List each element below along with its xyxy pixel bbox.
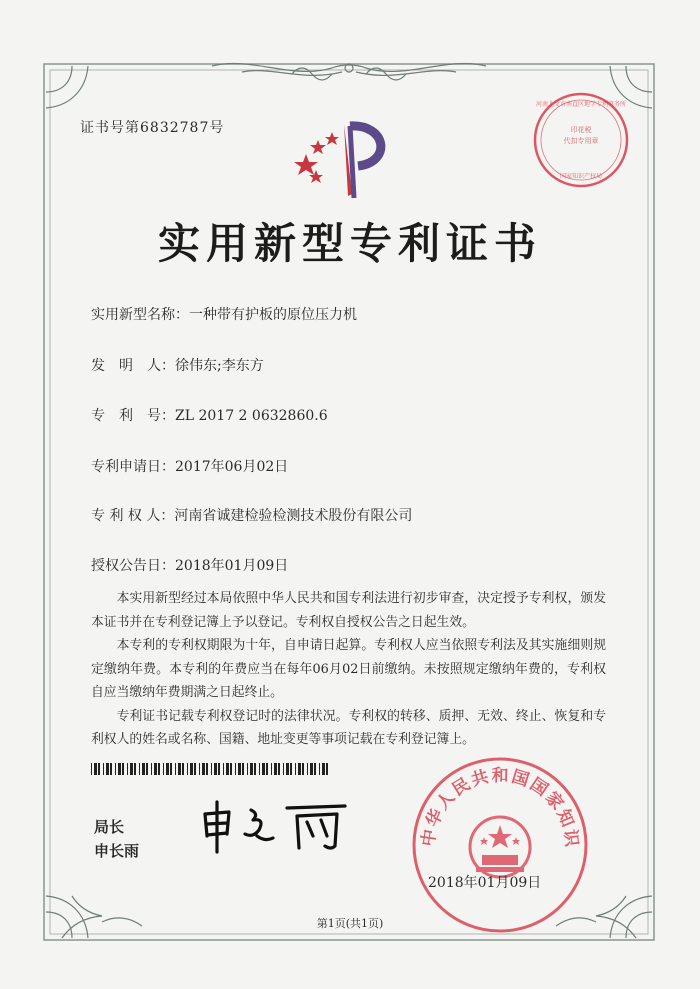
field-label: 专 利 号：	[91, 408, 175, 424]
field-label: 专 利 权 人：	[91, 508, 175, 524]
field-application-date	[91, 456, 288, 476]
certificate-number: 证书号第6832787号	[80, 120, 225, 136]
field-label: 发 明 人：	[91, 358, 175, 374]
seal-date: 2018年01月09日	[428, 875, 542, 891]
field-value: 2017年06月02日	[175, 459, 289, 475]
field-patentee	[91, 505, 412, 525]
handwritten-signature	[195, 796, 355, 856]
certificate-body	[91, 587, 606, 752]
svg-text:代扣专用章: 代扣专用章	[563, 137, 599, 145]
field-grant-date	[91, 555, 288, 575]
svg-text:河南北文市南直区地学专利事务所: 河南北文市南直区地学专利事务所	[535, 101, 627, 108]
body-paragraph: 专利证书记载专利权登记时的法律状况。专利权的转移、质押、无效、终止、恢复和专利权人的姓名或名称、国籍、地址变更等事项记载在专利登记簿上。	[91, 708, 606, 747]
body-paragraph: 本实用新型经过本局依照中华人民共和国专利法进行初步审查，决定授予专利权，颁发本证书并在专利登记簿上予以登记。专利权自授权公告之日起生效。	[91, 591, 606, 630]
body-paragraph: 本专利的专利权期限为十年，自申请日起算。专利权人应当依照专利法及其实施细则规定缴纳年费。本专利的年费应当在每年06月02日前缴纳。未按照规定缴纳年费的，专利权自应当缴纳年费期满之日起终止。	[91, 638, 606, 700]
agency-seal	[531, 90, 631, 190]
field-patent-number	[91, 405, 328, 425]
field-value: 2018年01月09日	[175, 558, 289, 574]
svg-text:印花税: 印花税	[570, 126, 592, 134]
barcode	[91, 760, 331, 772]
svg-text:国家知识产权局: 国家知识产权局	[559, 173, 603, 180]
certificate-title: 实用新型专利证书	[157, 219, 542, 268]
field-value: 河南省诚建检验检测技术股份有限公司	[174, 508, 413, 524]
national-ipa-seal	[410, 755, 590, 935]
field-utility-model-name	[91, 304, 357, 324]
field-label: 实用新型名称：	[91, 307, 189, 323]
field-label: 授权公告日：	[91, 558, 175, 574]
field-value: 一种带有护板的原位压力机	[189, 307, 357, 323]
field-value: 徐伟东;李东方	[175, 358, 264, 374]
page-number: 第1页(共1页)	[316, 917, 384, 930]
patent-office-logo	[292, 114, 402, 204]
field-value: ZL 2017 2 0632860.6	[175, 408, 328, 424]
signatory-role: 局长	[94, 818, 125, 836]
signatory-name: 申长雨	[94, 842, 140, 860]
seal-text: 中华人民共和国国家知识	[418, 765, 582, 850]
field-label: 专利申请日：	[91, 459, 175, 475]
field-inventor	[91, 355, 264, 375]
